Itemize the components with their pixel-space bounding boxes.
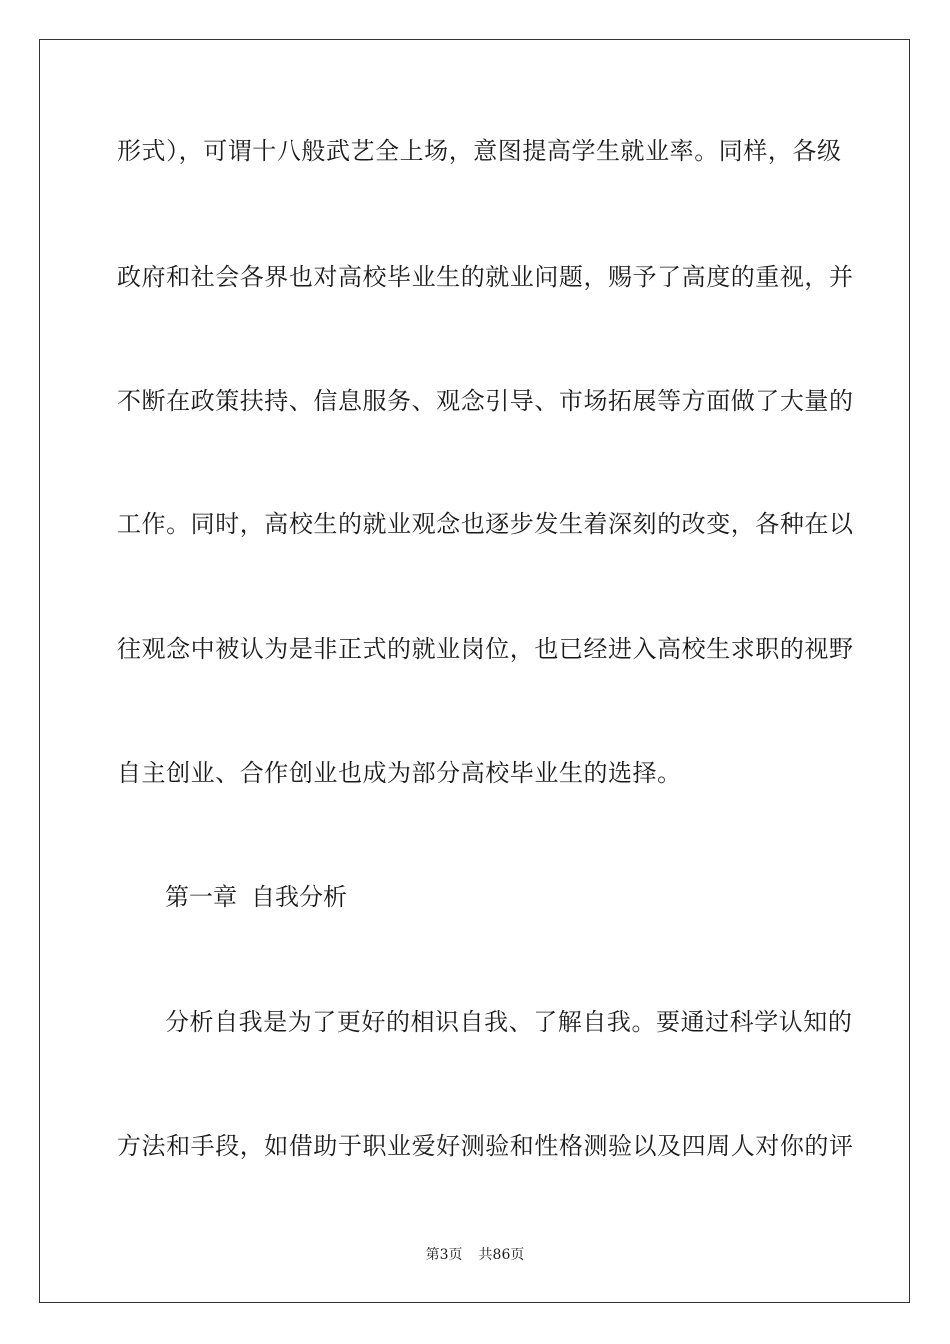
page-total: 共86页 [478, 1247, 525, 1263]
body-line-3: 不断在政策扶持、信息服务、观念引导、市场拓展等方面做了大量的 [117, 387, 854, 415]
chapter-number: 第一章 [165, 883, 237, 911]
body-line-2: 政府和社会各界也对高校毕业生的就业问题，赐予了高度的重视，并 [117, 263, 854, 291]
body-line-5: 往观念中被认为是非正式的就业岗位，也已经进入高校生求职的视野 [117, 635, 854, 663]
page-number: 第3页 [425, 1247, 463, 1263]
paragraph-2-line-1: 分析自我是为了更好的相识自我、了解自我。要通过科学认知的 [165, 1008, 853, 1036]
paragraph-2-line-2: 方法和手段，如借助于职业爱好测验和性格测验以及四周人对你的评 [117, 1132, 854, 1160]
page-frame [39, 39, 910, 1303]
chapter-title: 自我分析 [251, 883, 347, 911]
page-footer [0, 1246, 950, 1264]
body-line-4: 工作。同时，高校生的就业观念也逐步发生着深刻的改变，各种在以 [117, 510, 854, 538]
body-line-1: 形式），可谓十八般武艺全上场，意图提高学生就业率。同样，各级 [117, 137, 842, 165]
chapter-heading [165, 882, 347, 912]
body-line-6: 自主创业、合作创业也成为部分高校毕业生的选择。 [117, 759, 682, 787]
